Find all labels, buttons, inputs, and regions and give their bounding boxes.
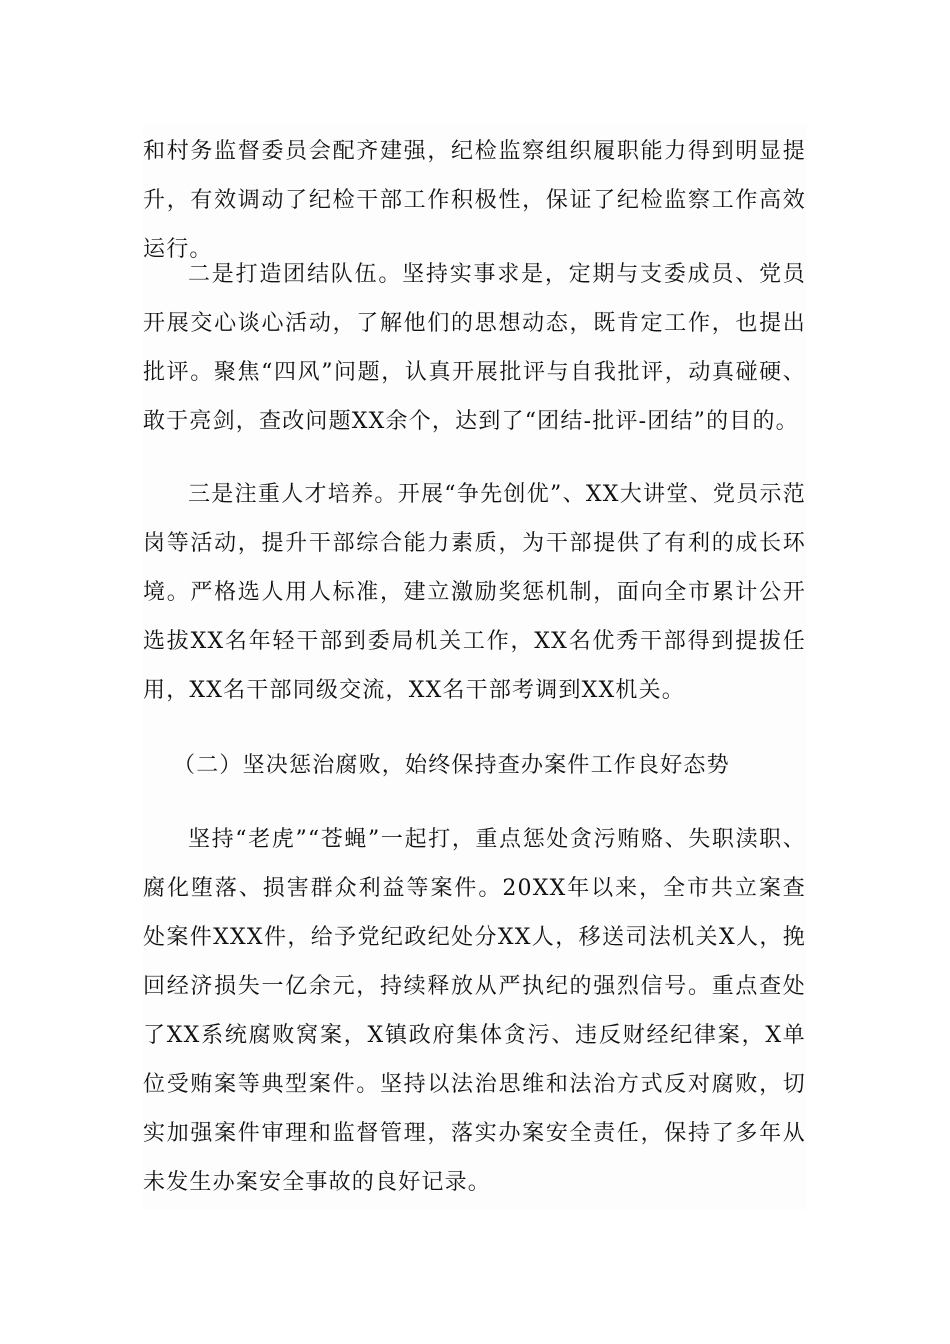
paragraph-continuation: 和村务监督委员会配齐建强，纪检监察组织履职能力得到明显提升，有效调动了纪检干部工作积极性，保证了纪检监察工作高效运行。 bbox=[143, 139, 806, 262]
document-page bbox=[143, 125, 806, 1210]
paragraph-talent-training: 三是注重人才培养。开展“争先创优”、XX大讲堂、党员示范岗等活动，提升干部综合能力素质，为干部提供了有利的成长环境。严格选人用人标准，建立激励奖惩机制，面向全市累计公开选拔XX名年轻干部到委局机关工作，XX名优秀干部得到提拔任用，XX名干部同级交流，XX名干部考调到XX机关。 bbox=[143, 482, 806, 703]
paragraph-unity-team: 二是打造团结队伍。坚持实事求是，定期与支委成员、党员开展交心谈心活动，了解他们的思想动态，既肯定工作，也提出批评。聚焦“四风”问题，认真开展批评与自我批评，动真碰硬、敢于亮剑，查改问题XX余个，达到了“团结-批评-团结”的目的。 bbox=[143, 262, 806, 434]
paragraph-case-handling: 坚持“老虎”“苍蝇”一起打，重点惩处贪污贿赂、失职渎职、腐化堕落、损害群众利益等案件。20XX年以来，全市共立案查处案件XXX件，给予党纪政纪处分XX人，移送司法机关X人，挽回经济损失一亿余元，持续释放从严执纪的强烈信号。重点查处了XX系统腐败窝案，X镇政府集体贪污、违反财经纪律案，X单位受贿案等典型案件。坚持以法治思维和法治方式反对腐败，切实加强案件审理和监督管理，落实办案安全责任，保持了多年从未发生办案安全事故的良好记录。 bbox=[143, 827, 806, 1195]
section-heading-anti-corruption: （二）坚决惩治腐败，始终保持查办案件工作良好态势 bbox=[173, 753, 730, 778]
